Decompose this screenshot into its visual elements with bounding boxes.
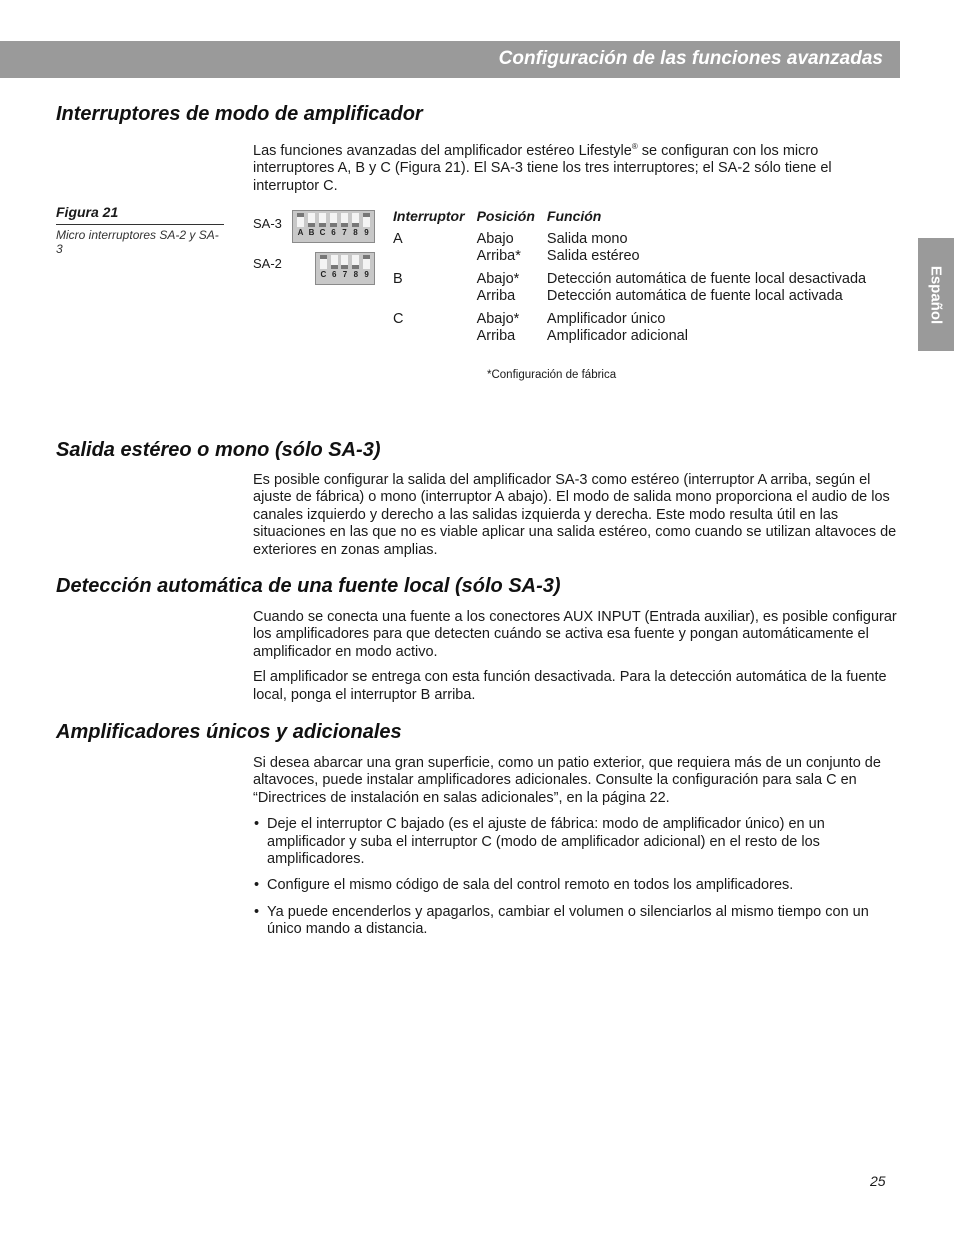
dip-switch-knob (363, 213, 370, 217)
dip-switch-label: C (319, 228, 326, 237)
table-cell (393, 328, 477, 345)
table-cell: Detección automática de fuente local desactivada (546, 271, 867, 287)
amplificadores-paragraph: Si desea abarcar una gran superficie, como un patio exterior, que requiera más de un conjunto de altavoces, puede instalar amplificadores adicionales. Consulte la configuración para sala C en “Directrices de instalación en salas adicionales”, en la página 22. (253, 755, 881, 806)
dip-switch-knob (352, 223, 359, 227)
switch-table-header (393, 208, 889, 231)
table-row (393, 305, 889, 328)
table-cell: Arriba (476, 288, 516, 304)
table-cell: C (393, 311, 404, 327)
dip-switch-knob (320, 255, 327, 259)
table-cell: Detección automática de fuente local activada (546, 288, 843, 304)
dip-switch-slot (320, 255, 327, 269)
intro-paragraph (253, 138, 899, 195)
list-item: • Configure el mismo código de sala del control remoto en todos los amplificadores. (253, 877, 899, 894)
language-tab-label: Español (927, 265, 945, 324)
table-cell: A (393, 231, 403, 247)
dip-switch-knob (352, 265, 359, 269)
list-item: • Deje el interruptor C bajado (es el ajuste de fábrica: modo de amplificador único) en un amplificador y suba el interruptor C (modo de amplificador adicional) en el resto de los amplificadores. (253, 816, 899, 868)
table-cell: Abajo (476, 231, 514, 247)
sa3-dip-switch (292, 210, 375, 243)
section-header-bar (0, 41, 900, 78)
dip-switch-label: 6 (331, 228, 336, 237)
table-row (393, 265, 889, 288)
figure-description: Micro interruptores SA-2 y SA-3 (56, 228, 219, 256)
intro-text-b: se configuran con los micro interruptores A, B y C (Figura 21). El SA-3 tiene los tres interruptores; el SA-2 sólo tiene el interruptor C. (253, 142, 832, 194)
dip-switch-label: 9 (364, 270, 369, 279)
dip-switch-6 (329, 213, 338, 240)
table-cell: Amplificador adicional (546, 328, 688, 344)
section-header-title: Configuración de las funciones avanzadas (498, 48, 883, 69)
table-row (393, 231, 889, 248)
dip-switch-C (318, 213, 327, 240)
figure-caption (56, 204, 224, 256)
dip-switch-knob (363, 255, 370, 259)
dip-switch-knob (308, 223, 315, 227)
table-cell: Arriba* (476, 248, 521, 264)
heading-salida-estereo: Salida estéreo o mono (sólo SA-3) (56, 439, 381, 461)
dip-switch-6 (330, 255, 339, 282)
intro-text-a: Las funciones avanzadas del amplificador estéreo Lifestyle (253, 142, 632, 159)
dip-switch-slot (341, 255, 348, 269)
dip-switch-label: 8 (353, 270, 359, 279)
col-interruptor: Interruptor (393, 208, 465, 224)
dip-switch-A (296, 213, 305, 240)
dip-switch-label: 6 (331, 270, 337, 279)
list-item: • Ya puede encenderlos y apagarlos, cambiar el volumen o silenciarlos al mismo tiempo con un único mando a distancia. (253, 904, 899, 939)
table-cell: Arriba (476, 328, 516, 344)
heading-deteccion: Detección automática de una fuente local (sólo SA-3) (56, 575, 561, 597)
dip-switch-9 (362, 213, 371, 240)
dip-switch-7 (341, 255, 350, 282)
registered-mark: ® (631, 142, 638, 151)
table-cell: Abajo* (476, 311, 520, 327)
amplificadores-bullets (253, 816, 899, 938)
dip-switch-7 (340, 213, 349, 240)
table-row (393, 328, 889, 345)
dip-switch-slot (341, 213, 348, 227)
dip-switch-label: C (320, 270, 327, 279)
dip-switch-knob (330, 223, 337, 227)
table-cell: Amplificador único (546, 311, 666, 327)
dip-switch-9 (362, 255, 371, 282)
col-funcion: Función (546, 208, 602, 224)
dip-switch-slot (308, 213, 315, 227)
table-cell: B (393, 271, 403, 287)
switch-table (393, 208, 889, 345)
heading-amplificadores: Amplificadores únicos y adicionales (56, 721, 402, 743)
deteccion-paragraph-1: Cuando se conecta una fuente a los conectores AUX INPUT (Entrada auxiliar), es posible configurar los amplificadores para que detecten cuándo se activa esa fuente y pongan automáticamente el amplificador en modo activo. (253, 609, 897, 660)
table-cell: Abajo* (476, 271, 520, 287)
dip-switch-8 (351, 255, 360, 282)
dip-switch-C (319, 255, 328, 282)
amplificadores-block (253, 755, 899, 939)
dip-switch-slot (363, 213, 370, 227)
dip-switch-label: 7 (342, 270, 348, 279)
dip-switch-slot (331, 255, 338, 269)
deteccion-paragraph-block (253, 609, 899, 704)
dip-switch-knob (341, 265, 348, 269)
dip-switch-slot (352, 213, 359, 227)
dip-switch-label: A (297, 228, 304, 237)
dip-switch-label: 9 (364, 228, 369, 237)
table-row (393, 248, 889, 265)
dip-switch-knob (331, 265, 338, 269)
deteccion-paragraph-2: El amplificador se entrega con esta función desactivada. Para la detección automática de la fuente local, ponga el interruptor B arriba. (253, 669, 887, 703)
dip-switch-label: B (308, 228, 315, 237)
dip-switch-B (307, 213, 316, 240)
table-footnote: *Configuración de fábrica (487, 369, 617, 381)
figure-title: Figura 21 (56, 204, 224, 225)
page-number: 25 (870, 1173, 886, 1189)
dip-switch-label: 8 (353, 228, 358, 237)
salida-paragraph-block (253, 472, 899, 559)
dip-switch-slot (330, 213, 337, 227)
dip-switch-8 (351, 213, 360, 240)
sa2-dip-switch (315, 252, 375, 285)
dip-switch-knob (319, 223, 326, 227)
dip-switch-knob (341, 223, 348, 227)
dip-switch-slot (363, 255, 370, 269)
col-posicion: Posición (476, 208, 535, 224)
dip-switch-slot (319, 213, 326, 227)
table-cell: Salida mono (546, 231, 628, 247)
language-tab (918, 238, 954, 351)
dip-switch-slot (297, 213, 304, 227)
table-cell (393, 288, 477, 305)
heading-interruptores-modo: Interruptores de modo de amplificador (56, 103, 423, 125)
salida-paragraph: Es posible configurar la salida del amplificador SA-3 como estéreo (interruptor A arriba, según el ajuste de fábrica) o mono (interruptor A abajo). El modo de salida mono proporciona el audio de los canales izquierdo y derecho a las salidas izquierda y derecha. Este modo resulta útil en las situaciones en las que no es viable aplicar una salida estéreo, como cuando se utilizan altavoces de exteriores en zonas amplias. (253, 472, 897, 558)
table-row (393, 288, 889, 305)
table-cell (393, 248, 477, 265)
sa2-label: SA-2 (253, 256, 282, 271)
dip-switch-knob (297, 213, 304, 217)
table-cell: Salida estéreo (546, 248, 640, 264)
sa3-label: SA-3 (253, 216, 282, 231)
dip-switch-label: 7 (342, 228, 347, 237)
dip-switch-slot (352, 255, 359, 269)
